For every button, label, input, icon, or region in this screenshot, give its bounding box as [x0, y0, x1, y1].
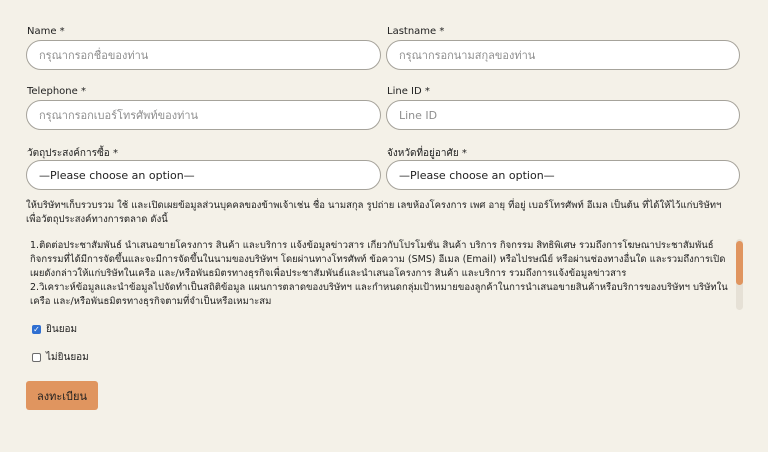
agree-option[interactable] — [32, 322, 77, 337]
terms-scroll-thumb[interactable] — [736, 241, 743, 285]
agree-label: ยินยอม — [46, 324, 78, 335]
province-select[interactable]: —Please choose an option— — [386, 160, 740, 190]
lastname-input[interactable]: กรุณากรอกนามสกุลของท่าน — [386, 40, 740, 70]
lastname-label: Lastname * — [387, 26, 445, 37]
agree-checkbox[interactable]: ✓ — [33, 324, 40, 334]
terms-scrollbar[interactable] — [736, 239, 743, 310]
disagree-option[interactable] — [32, 350, 89, 365]
register-button[interactable]: ลงทะเบียน — [26, 381, 98, 410]
consent-term-1: 1.ติดต่อประชาสัมพันธ์ นำเสนอขายโครงการ สินค้า และบริการ แจ้งข้อมูลข่าวสาร เกี่ยวกับโปรโมชั่น สินค้า บริการ กิจกรรม สิทธิพิเศษ รวมถึงการโฆษณาประชาสัมพันธ์กิจกรรมที่ได้มีการจัดขึ้นและจะมีการจัดขึ้นในนามของบริษัทฯ โดยผ่านทางโทรศัพท์ ข้อความ (SMS) อีเมล (Email) หรือไปรษณีย์ หรือผ่านช่องทางอื่นใด และรวมถึงการเปิดเผยดังกล่าวให้แก่บริษัทในเครือ และ/หรือพันธมิตรทางธุรกิจเพื่อประชาสัมพันธ์และนำเสนอโครงการ สินค้า และบริการ รวมถึงการแจ้งข้อมูลข่าวสาร — [30, 240, 726, 279]
name-input[interactable]: กรุณากรอกชื่อของท่าน — [26, 40, 381, 70]
purpose-label: วัตถุประสงค์การซื้อ * — [27, 148, 118, 159]
consent-intro: ให้บริษัทฯเก็บรวบรวม ใช้ และเปิดเผยข้อมูลส่วนบุคคลของข้าพเจ้าเช่น ชื่อ นามสกุล รูปถ่าย เลขห้องโครงการ เพศ อายุ ที่อยู่ เบอร์โทรศัพท์ อีเมล เป็นต้น ที่ได้ให้ไว้แก่บริษัทฯ เพื่อวัตถุประสงค์ทางการตลาด ดังนี้ — [26, 200, 722, 225]
name-label: Name * — [27, 26, 65, 37]
telephone-input[interactable]: กรุณากรอกเบอร์โทรศัพท์ของท่าน — [26, 100, 381, 130]
purpose-select[interactable]: —Please choose an option— — [26, 160, 381, 190]
line-id-label: Line ID * — [387, 86, 430, 97]
disagree-label: ไม่ยินยอม — [46, 352, 89, 363]
consent-term-2: 2.วิเคราะห์ข้อมูลและนำข้อมูลไปจัดทำเป็นสถิติข้อมูล แผนการตลาดของบริษัทฯ และกำหนดกลุ่มเป้าหมายของลูกค้าในการนำเสนอขายสินค้าหรือบริการของบริษัทฯ บริษัทในเครือ และ/หรือพันธมิตรทางธุรกิจตามที่จำเป็นหรือเหมาะสม — [30, 282, 728, 307]
province-label: จังหวัดที่อยู่อาศัย * — [387, 148, 467, 159]
telephone-label: Telephone * — [27, 86, 86, 97]
consent-terms-box[interactable] — [30, 239, 730, 312]
line-id-input[interactable]: Line ID — [386, 100, 740, 130]
disagree-checkbox[interactable] — [32, 353, 41, 362]
